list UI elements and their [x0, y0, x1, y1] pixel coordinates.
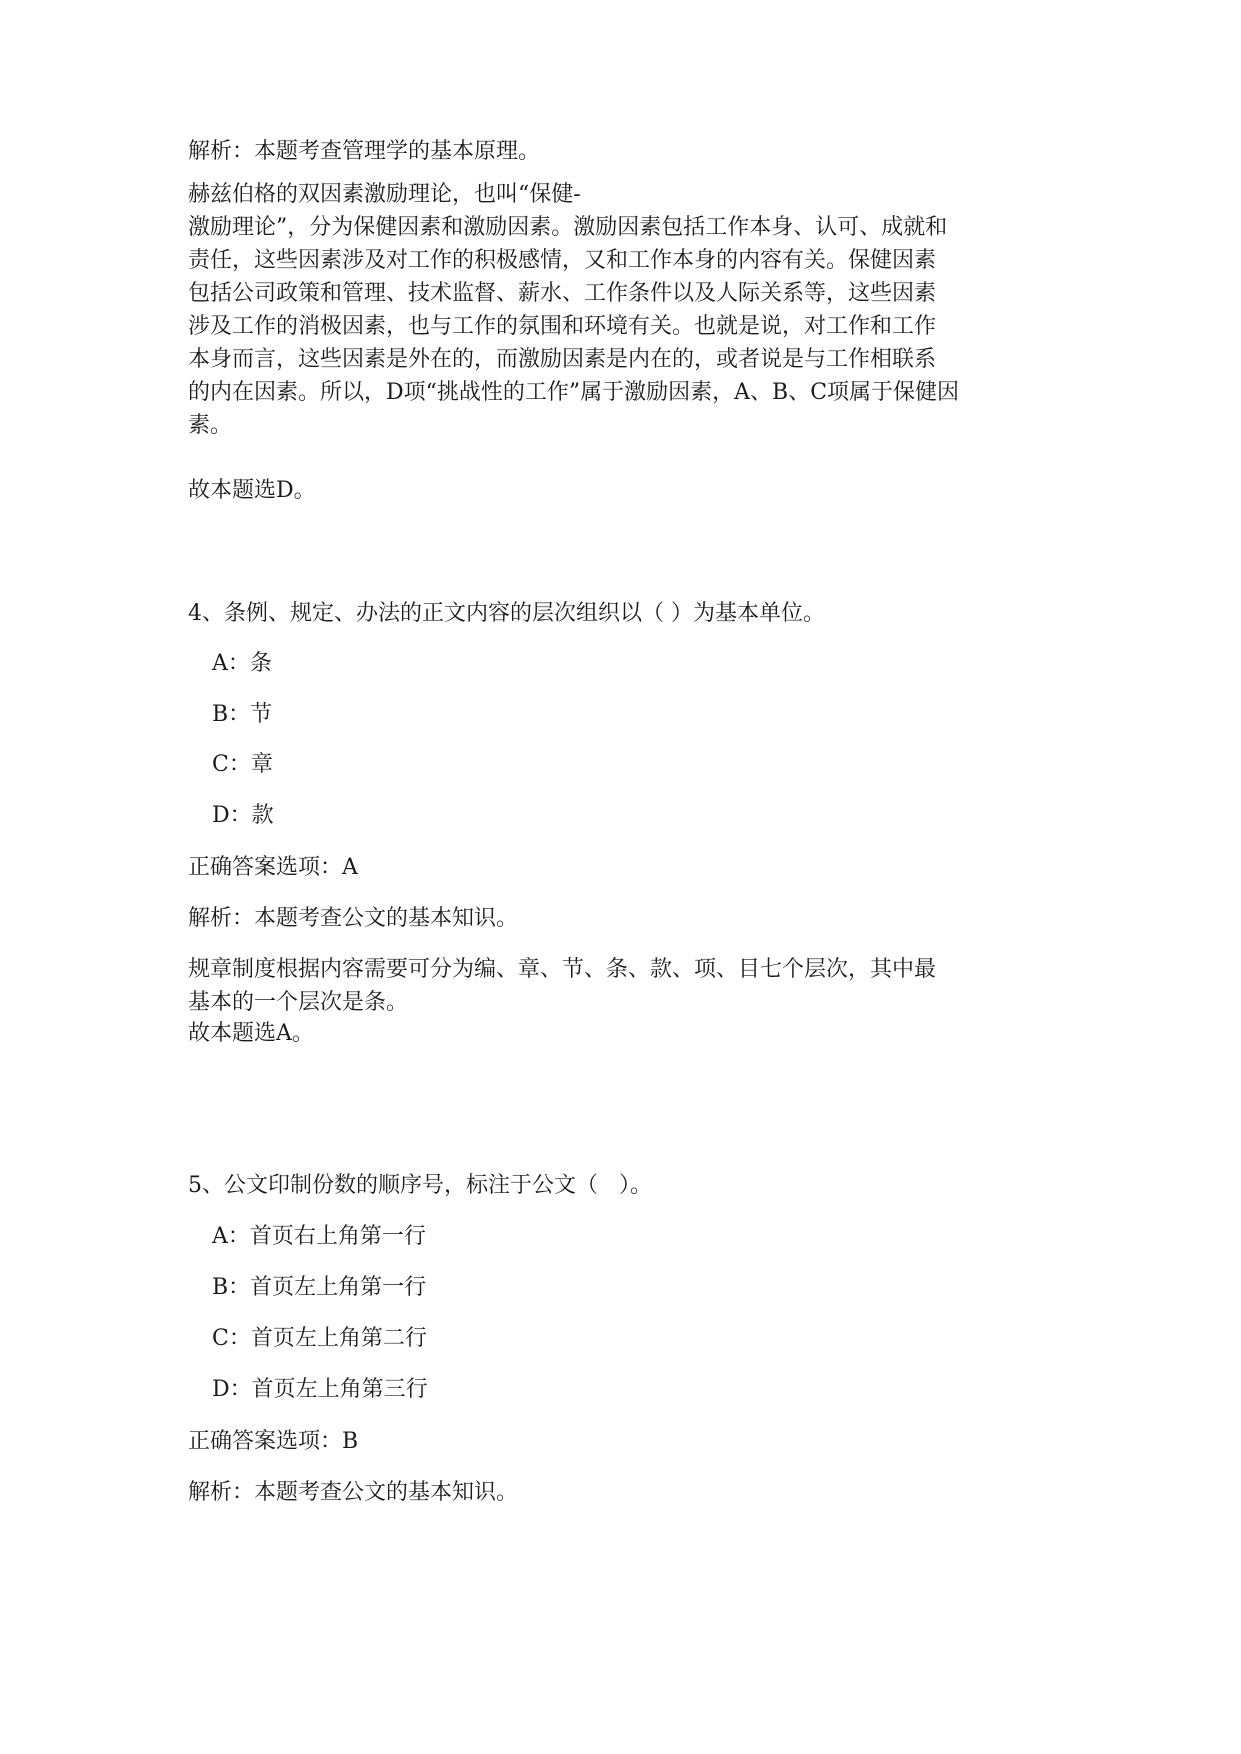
question-5-option-b: B：首页左上角第一行 — [212, 1275, 427, 1300]
question-5-option-d: D：首页左上角第三行 — [212, 1377, 428, 1402]
explanation-line: 素。 — [188, 413, 233, 438]
question-4-explanation — [188, 953, 936, 1019]
question-5-stem: 5、公文印制份数的顺序号，标注于公文（ ）。 — [188, 1173, 652, 1198]
explanation-line: 激励理论”，分为保健因素和激励因素。激励因素包括工作本身、认可、成就和 — [188, 215, 948, 240]
question-5-analysis: 解析：本题考查公文的基本知识。 — [188, 1480, 519, 1505]
question-4-answer: 正确答案选项：A — [188, 855, 358, 880]
question-4-conclusion: 故本题选A。 — [188, 1021, 314, 1046]
explanation-line: 基本的一个层次是条。 — [188, 990, 409, 1015]
question-5-option-a: A：首页右上角第一行 — [212, 1224, 426, 1249]
question-4-stem: 4、条例、规定、办法的正文内容的层次组织以（ ）为基本单位。 — [188, 601, 825, 626]
explanation-line: 的内在因素。所以，D项“挑战性的工作”属于激励因素，A、B、C项属于保健因 — [188, 380, 960, 405]
explanation-line: 涉及工作的消极因素，也与工作的氛围和环境有关。也就是说，对工作和工作 — [188, 314, 937, 339]
explanation-line: 本身而言，这些因素是外在的，而激励因素是内在的，或者说是与工作相联系 — [188, 347, 937, 372]
explanation-paragraph — [188, 178, 959, 442]
question-4-option-a: A：条 — [212, 651, 272, 676]
explanation-line: 赫兹伯格的双因素激励理论，也叫“保健- — [188, 182, 581, 207]
conclusion-text: 故本题选D。 — [188, 478, 316, 503]
question-4-option-c: C：章 — [212, 752, 273, 777]
analysis-text: 解析：本题考查管理学的基本原理。 — [188, 139, 541, 164]
question-4-option-b: B：节 — [212, 702, 273, 727]
question-4-analysis: 解析：本题考查公文的基本知识。 — [188, 906, 519, 931]
question-5-answer: 正确答案选项：B — [188, 1429, 359, 1454]
explanation-line: 规章制度根据内容需要可分为编、章、节、条、款、项、目七个层次，其中最 — [188, 957, 937, 982]
question-4-option-d: D：款 — [212, 803, 274, 828]
explanation-line: 包括公司政策和管理、技术监督、薪水、工作条件以及人际关系等，这些因素 — [188, 281, 937, 306]
question-5-option-c: C：首页左上角第二行 — [212, 1326, 427, 1351]
explanation-line: 责任，这些因素涉及对工作的积极感情，又和工作本身的内容有关。保健因素 — [188, 248, 937, 273]
